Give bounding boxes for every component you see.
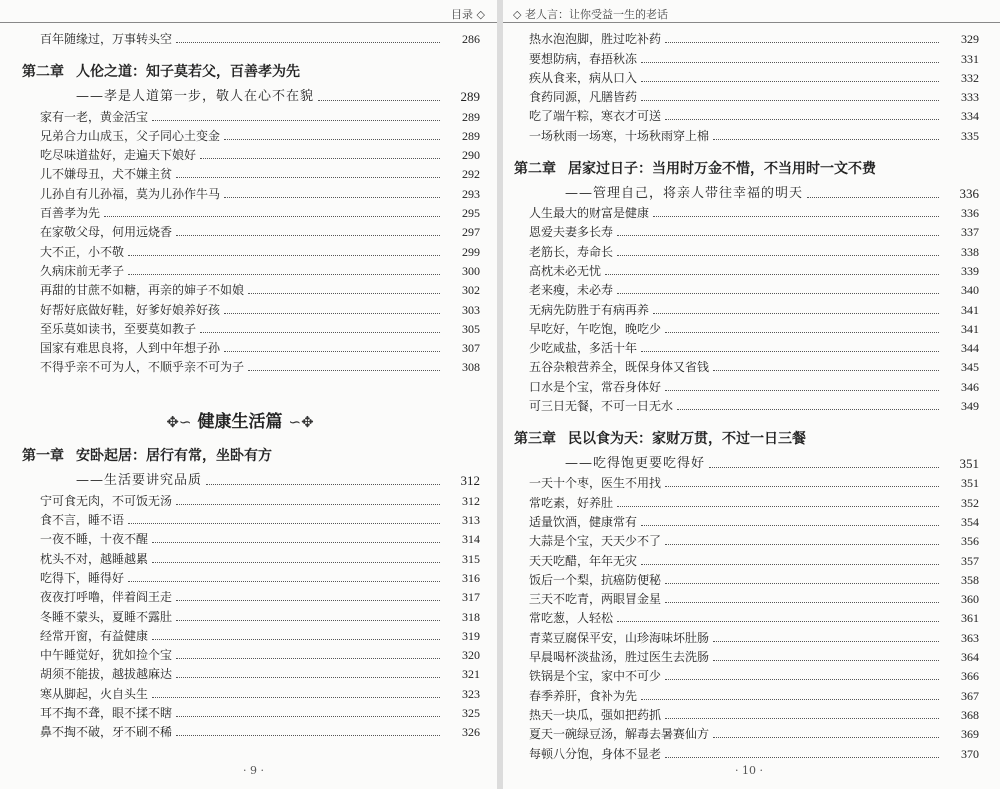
dot-leader bbox=[224, 313, 440, 314]
entry-title: 宁可食无肉，不可饭无汤 bbox=[40, 493, 173, 508]
toc-entry[interactable] bbox=[529, 318, 979, 337]
entry-page-number: 318 bbox=[462, 609, 480, 624]
toc-entry[interactable] bbox=[529, 28, 979, 47]
dot-leader bbox=[318, 100, 440, 101]
entry-title: 儿不嫌母丑，犬不嫌主贫 bbox=[40, 167, 173, 182]
entry-page-number: 295 bbox=[462, 206, 480, 221]
entry-page-number: 333 bbox=[961, 90, 979, 105]
entry-page-number: 305 bbox=[462, 321, 480, 336]
left-page bbox=[0, 0, 497, 789]
toc-list bbox=[40, 467, 480, 740]
entry-title: 早晨喝杯淡盐汤，胜过医生去洗肠 bbox=[529, 650, 710, 665]
dot-leader bbox=[128, 255, 440, 256]
toc-entry[interactable] bbox=[529, 607, 979, 626]
entry-page-number: 316 bbox=[462, 570, 480, 585]
entry-title: 饭后一个梨，抗癌防便秘 bbox=[529, 572, 662, 587]
entry-page-number: 363 bbox=[961, 630, 979, 645]
toc-entry[interactable] bbox=[40, 356, 480, 375]
toc-entry[interactable] bbox=[40, 663, 480, 682]
dot-leader bbox=[641, 100, 939, 101]
toc-entry[interactable] bbox=[529, 375, 979, 394]
dot-leader bbox=[665, 757, 939, 758]
entry-page-number: 329 bbox=[961, 32, 979, 47]
toc-list bbox=[40, 28, 480, 47]
dot-leader bbox=[128, 523, 440, 524]
entry-page-number: 335 bbox=[961, 128, 979, 143]
entry-page-number: 332 bbox=[961, 70, 979, 85]
dot-leader bbox=[152, 542, 440, 543]
dot-leader bbox=[677, 409, 939, 410]
toc-subtitle[interactable] bbox=[76, 467, 480, 489]
entry-title: ——管理自己，将亲人带往幸福的明天 bbox=[565, 185, 804, 201]
entry-page-number: 289 bbox=[462, 109, 480, 124]
entry-page-number: 293 bbox=[462, 186, 480, 201]
dot-leader bbox=[713, 370, 939, 371]
dot-leader bbox=[617, 255, 939, 256]
toc-entry[interactable] bbox=[529, 491, 979, 510]
entry-page-number: 289 bbox=[460, 89, 480, 105]
entry-title: 夜夜打呼噜，伴着阎王走 bbox=[40, 590, 173, 605]
entry-title: 少吃咸盐，多活十年 bbox=[529, 341, 638, 356]
entry-title: 早吃好，午吃饱，晚吃少 bbox=[529, 321, 662, 336]
toc-entry[interactable] bbox=[529, 646, 979, 665]
toc-entry[interactable] bbox=[529, 337, 979, 356]
entry-title: 食不言，睡不语 bbox=[40, 513, 125, 528]
entry-page-number: 326 bbox=[462, 725, 480, 740]
entry-title: 好帮好底做好鞋，好爹好娘养好孩 bbox=[40, 302, 221, 317]
entry-title: 每顿八分饱，身体不显老 bbox=[529, 746, 662, 761]
entry-title: 无病先防胜于有病再养 bbox=[529, 302, 650, 317]
dot-leader bbox=[665, 679, 939, 680]
toc-list bbox=[529, 450, 979, 761]
entry-title: 再甜的甘蔗不如糖，再亲的婶子不如娘 bbox=[40, 283, 245, 298]
entry-page-number: 344 bbox=[961, 341, 979, 356]
entry-page-number: 302 bbox=[462, 283, 480, 298]
entry-title: 铁锅是个宝，家中不可少 bbox=[529, 669, 662, 684]
toc-entry[interactable] bbox=[529, 704, 979, 723]
toc-entry[interactable] bbox=[40, 586, 480, 605]
dot-leader bbox=[641, 62, 939, 63]
dot-leader bbox=[713, 737, 939, 738]
section-title-text: 健康生活篇 bbox=[197, 412, 283, 433]
dot-leader bbox=[665, 390, 939, 391]
entry-page-number: 319 bbox=[462, 628, 480, 643]
entry-title: 一夜不睡，十夜不醒 bbox=[40, 532, 149, 547]
entry-title: 吃得下，睡得好 bbox=[40, 570, 125, 585]
toc-entry[interactable] bbox=[529, 588, 979, 607]
dot-leader bbox=[176, 504, 440, 505]
entry-title: 三天不吃青，两眼冒金星 bbox=[529, 592, 662, 607]
toc-entry[interactable] bbox=[529, 472, 979, 491]
toc-entry[interactable] bbox=[40, 682, 480, 701]
entry-title: 百善孝为先 bbox=[40, 206, 101, 221]
dot-leader bbox=[665, 602, 939, 603]
dot-leader bbox=[176, 620, 440, 621]
toc-entry[interactable] bbox=[529, 240, 979, 259]
dot-leader bbox=[152, 120, 440, 121]
dot-leader bbox=[713, 641, 939, 642]
entry-title: ——孝是人道第一步，敬人在心不在貌 bbox=[76, 89, 315, 105]
entry-title: 家有一老，黄金活宝 bbox=[40, 109, 149, 124]
dot-leader bbox=[224, 197, 440, 198]
entry-title: 胡须不能拔，越拔越麻达 bbox=[40, 667, 173, 682]
entry-title: 食药同源，凡膳皆药 bbox=[529, 90, 638, 105]
entry-page-number: 300 bbox=[462, 263, 480, 278]
toc-entry[interactable] bbox=[40, 702, 480, 721]
toc-entry[interactable] bbox=[40, 489, 480, 508]
toc-content bbox=[22, 28, 480, 740]
entry-title: 在家敬父母，何用远烧香 bbox=[40, 225, 173, 240]
dot-leader bbox=[152, 562, 440, 563]
toc-entry[interactable] bbox=[529, 569, 979, 588]
toc-entry[interactable] bbox=[529, 723, 979, 742]
dot-leader bbox=[641, 699, 939, 700]
entry-title: 常吃素，好养肚 bbox=[529, 495, 614, 510]
entry-title: 青菜豆腐保平安，山珍海味坏肚肠 bbox=[529, 630, 710, 645]
dot-leader bbox=[152, 697, 440, 698]
entry-title: 吃尽味道盐好，走遍天下娘好 bbox=[40, 148, 197, 163]
entry-page-number: 312 bbox=[460, 473, 480, 489]
dot-leader bbox=[713, 660, 939, 661]
dot-leader bbox=[176, 735, 440, 736]
dot-leader bbox=[641, 525, 939, 526]
chapter-heading bbox=[514, 428, 979, 450]
entry-title: 热水泡泡脚，胜过吃补药 bbox=[529, 32, 662, 47]
toc-content bbox=[514, 28, 979, 762]
chapter-number: 第三章 bbox=[514, 431, 556, 448]
entry-title: 夏天一碗绿豆汤，解毒去暑赛仙方 bbox=[529, 727, 710, 742]
entry-page-number: 339 bbox=[961, 263, 979, 278]
entry-page-number: 368 bbox=[961, 707, 979, 722]
entry-page-number: 357 bbox=[961, 553, 979, 568]
dot-leader bbox=[605, 274, 939, 275]
toc-entry[interactable] bbox=[529, 626, 979, 645]
entry-page-number: 325 bbox=[462, 706, 480, 721]
entry-page-number: 334 bbox=[961, 109, 979, 124]
dot-leader bbox=[709, 467, 939, 468]
toc-list bbox=[40, 83, 480, 375]
entry-page-number: 312 bbox=[462, 493, 480, 508]
entry-title: 大不正，小不敬 bbox=[40, 244, 125, 259]
entry-title: 疾从食来，病从口入 bbox=[529, 70, 638, 85]
entry-page-number: 370 bbox=[961, 746, 979, 761]
dot-leader bbox=[176, 716, 440, 717]
toc-entry[interactable] bbox=[529, 298, 979, 317]
entry-page-number: 364 bbox=[961, 650, 979, 665]
entry-title: 可三日无餐，不可一日无水 bbox=[529, 399, 674, 414]
entry-title: 中午睡觉好，犹如捡个宝 bbox=[40, 648, 173, 663]
entry-title: 热天一块瓜，强如把药抓 bbox=[529, 707, 662, 722]
entry-title: 春季养肝，食补为先 bbox=[529, 688, 638, 703]
toc-entry[interactable] bbox=[529, 395, 979, 414]
toc-entry[interactable] bbox=[529, 67, 979, 86]
entry-page-number: 340 bbox=[961, 283, 979, 298]
entry-page-number: 346 bbox=[961, 379, 979, 394]
dot-leader bbox=[152, 639, 440, 640]
entry-page-number: 360 bbox=[961, 592, 979, 607]
dot-leader bbox=[807, 197, 939, 198]
entry-page-number: 358 bbox=[961, 572, 979, 587]
entry-page-number: 313 bbox=[462, 513, 480, 528]
entry-page-number: 297 bbox=[462, 225, 480, 240]
dot-leader bbox=[665, 486, 939, 487]
dot-leader bbox=[665, 119, 939, 120]
dot-leader bbox=[176, 677, 440, 678]
dot-leader bbox=[176, 42, 440, 43]
entry-page-number: 299 bbox=[462, 244, 480, 259]
entry-page-number: 308 bbox=[462, 360, 480, 375]
chapter-heading bbox=[514, 158, 979, 180]
chapter-title: 居家过日子：当用时万金不惜，不当用时一文不费 bbox=[568, 160, 876, 177]
toc-entry[interactable] bbox=[40, 318, 480, 337]
entry-title: 老筋长，寿命长 bbox=[529, 244, 614, 259]
toc-entry[interactable] bbox=[529, 221, 979, 240]
entry-page-number: 315 bbox=[462, 551, 480, 566]
chapter-number: 第一章 bbox=[22, 448, 64, 465]
dot-leader bbox=[665, 42, 939, 43]
entry-page-number: 336 bbox=[961, 206, 979, 221]
entry-title: 不得乎亲不可为人，不顺乎亲不可为子 bbox=[40, 360, 245, 375]
toc-entry[interactable] bbox=[40, 298, 480, 317]
entry-title: 口水是个宝，常吞身体好 bbox=[529, 379, 662, 394]
entry-title: 五谷杂粮营养全，既保身体又省钱 bbox=[529, 360, 710, 375]
toc-entry[interactable] bbox=[40, 28, 480, 47]
chapter-number: 第二章 bbox=[22, 64, 64, 81]
toc-entry[interactable] bbox=[40, 125, 480, 144]
toc-entry[interactable] bbox=[529, 124, 979, 143]
dot-leader bbox=[176, 658, 440, 659]
toc-entry[interactable] bbox=[529, 356, 979, 375]
chapter-title: 人伦之道：知子莫若父，百善孝为先 bbox=[76, 64, 300, 81]
entry-title: 一场秋雨一场寒，十场秋雨穿上棉 bbox=[529, 128, 710, 143]
right-page bbox=[503, 0, 1000, 789]
dot-leader bbox=[617, 506, 939, 507]
entry-title: 老来瘦，未必寿 bbox=[529, 283, 614, 298]
entry-title: 经常开窗，有益健康 bbox=[40, 628, 149, 643]
toc-entry[interactable] bbox=[529, 742, 979, 761]
dot-leader bbox=[176, 235, 440, 236]
dot-leader bbox=[200, 332, 440, 333]
entry-title: 耳不掏不聋，眼不揉不瞎 bbox=[40, 706, 173, 721]
entry-title: 常吃葱，人轻松 bbox=[529, 611, 614, 626]
dot-leader bbox=[128, 581, 440, 582]
toc-entry[interactable] bbox=[40, 528, 480, 547]
running-head: ◇ 老人言：让你受益一生的老话 bbox=[513, 8, 668, 21]
toc-entry[interactable] bbox=[40, 240, 480, 259]
entry-title: 久病床前无孝子 bbox=[40, 263, 125, 278]
running-head: 目录 ◇ bbox=[451, 8, 485, 21]
dot-leader bbox=[713, 139, 939, 140]
entry-page-number: 289 bbox=[462, 128, 480, 143]
entry-title: 适量饮酒，健康常有 bbox=[529, 514, 638, 529]
dot-leader bbox=[224, 351, 440, 352]
toc-entry[interactable] bbox=[529, 549, 979, 568]
entry-title: 高枕未必无忧 bbox=[529, 263, 602, 278]
entry-page-number: 366 bbox=[961, 669, 979, 684]
toc-entry[interactable] bbox=[40, 163, 480, 182]
entry-page-number: 303 bbox=[462, 302, 480, 317]
entry-title: 兄弟合力山成玉，父子同心土变金 bbox=[40, 128, 221, 143]
dot-leader bbox=[653, 313, 939, 314]
dot-leader bbox=[641, 81, 939, 82]
entry-title: 国家有难思良将，人到中年想子孙 bbox=[40, 341, 221, 356]
entry-page-number: 349 bbox=[961, 399, 979, 414]
entry-page-number: 323 bbox=[462, 686, 480, 701]
toc-entry[interactable] bbox=[529, 260, 979, 279]
toc-entry[interactable] bbox=[40, 605, 480, 624]
dot-leader bbox=[224, 139, 440, 140]
entry-page-number: 317 bbox=[462, 590, 480, 605]
entry-title: ——吃得饱更要吃得好 bbox=[565, 456, 706, 472]
dot-leader bbox=[248, 370, 440, 371]
entry-title: 冬睡不蒙头，夏睡不露肚 bbox=[40, 609, 173, 624]
toc-entry[interactable] bbox=[529, 105, 979, 124]
chapter-number: 第二章 bbox=[514, 160, 556, 177]
entry-title: 寒从脚起，火自头生 bbox=[40, 686, 149, 701]
toc-entry[interactable] bbox=[529, 47, 979, 66]
entry-page-number: 331 bbox=[961, 51, 979, 66]
toc-subtitle[interactable] bbox=[76, 83, 480, 105]
entry-page-number: 369 bbox=[961, 727, 979, 742]
dot-leader bbox=[665, 583, 939, 584]
dot-leader bbox=[653, 216, 939, 217]
entry-page-number: 361 bbox=[961, 611, 979, 626]
toc-entry[interactable] bbox=[40, 221, 480, 240]
chapter-heading bbox=[22, 61, 480, 83]
entry-title: ——生活要讲究品质 bbox=[76, 473, 203, 489]
ornament-right-icon: ∽✥ bbox=[288, 413, 314, 432]
dot-leader bbox=[665, 718, 939, 719]
dot-leader bbox=[617, 235, 939, 236]
dot-leader bbox=[128, 274, 440, 275]
entry-page-number: 290 bbox=[462, 148, 480, 163]
toc-entry[interactable] bbox=[40, 182, 480, 201]
toc-entry[interactable] bbox=[40, 644, 480, 663]
entry-page-number: 341 bbox=[961, 321, 979, 336]
toc-entry[interactable] bbox=[529, 86, 979, 105]
entry-title: 人生最大的财富是健康 bbox=[529, 206, 650, 221]
dot-leader bbox=[665, 544, 939, 545]
entry-page-number: 307 bbox=[462, 341, 480, 356]
entry-page-number: 336 bbox=[959, 185, 979, 201]
entry-title: 枕头不对，越睡越累 bbox=[40, 551, 149, 566]
entry-page-number: 314 bbox=[462, 532, 480, 547]
chapter-title: 安卧起居：居行有常，坐卧有方 bbox=[76, 448, 272, 465]
entry-page-number: 286 bbox=[462, 32, 480, 47]
entry-title: 要想防病，春捂秋冻 bbox=[529, 51, 638, 66]
entry-page-number: 351 bbox=[961, 476, 979, 491]
entry-page-number: 321 bbox=[462, 667, 480, 682]
entry-page-number: 338 bbox=[961, 244, 979, 259]
entry-title: 百年随缘过，万事转头空 bbox=[40, 32, 173, 47]
dot-leader bbox=[176, 177, 440, 178]
toc-list bbox=[529, 180, 979, 414]
ornament-left-icon: ✥∽ bbox=[166, 413, 192, 432]
toc-list bbox=[529, 28, 979, 144]
toc-entry[interactable] bbox=[40, 547, 480, 566]
toc-entry[interactable] bbox=[40, 260, 480, 279]
toc-entry[interactable] bbox=[40, 279, 480, 298]
toc-entry[interactable] bbox=[40, 567, 480, 586]
entry-page-number: 345 bbox=[961, 360, 979, 375]
toc-entry[interactable] bbox=[40, 105, 480, 124]
toc-entry[interactable] bbox=[40, 625, 480, 644]
dot-leader bbox=[641, 564, 939, 565]
entry-title: 一天十个枣，医生不用找 bbox=[529, 476, 662, 491]
toc-subtitle[interactable] bbox=[565, 450, 979, 472]
entry-page-number: 367 bbox=[961, 688, 979, 703]
toc-subtitle[interactable] bbox=[565, 180, 979, 202]
entry-page-number: 351 bbox=[959, 456, 979, 472]
entry-title: 天天吃醋，年年无灾 bbox=[529, 553, 638, 568]
dot-leader bbox=[665, 332, 939, 333]
entry-page-number: 356 bbox=[961, 534, 979, 549]
entry-title: 吃了端午粽，寒衣才可送 bbox=[529, 109, 662, 124]
toc-entry[interactable] bbox=[529, 665, 979, 684]
toc-entry[interactable] bbox=[40, 337, 480, 356]
dot-leader bbox=[617, 621, 939, 622]
toc-entry[interactable] bbox=[40, 144, 480, 163]
toc-entry[interactable] bbox=[40, 202, 480, 221]
page-number: · 9 · bbox=[243, 764, 264, 777]
section-title bbox=[0, 409, 480, 435]
entry-page-number: 341 bbox=[961, 302, 979, 317]
entry-page-number: 337 bbox=[961, 225, 979, 240]
toc-entry[interactable] bbox=[529, 511, 979, 530]
toc-entry[interactable] bbox=[529, 684, 979, 703]
entry-page-number: 352 bbox=[961, 495, 979, 510]
toc-entry[interactable] bbox=[529, 279, 979, 298]
dot-leader bbox=[641, 351, 939, 352]
chapter-title: 民以食为天：家财万贯，不过一日三餐 bbox=[568, 431, 806, 448]
header-rule bbox=[503, 22, 1000, 23]
dot-leader bbox=[206, 484, 440, 485]
entry-title: 儿孙自有儿孙福，莫为儿孙作牛马 bbox=[40, 186, 221, 201]
toc-entry[interactable] bbox=[529, 202, 979, 221]
entry-page-number: 354 bbox=[961, 514, 979, 529]
chapter-heading bbox=[22, 445, 480, 467]
toc-entry[interactable] bbox=[40, 721, 480, 740]
header-rule bbox=[0, 22, 497, 23]
dot-leader bbox=[200, 158, 440, 159]
dot-leader bbox=[104, 216, 440, 217]
entry-title: 恩爱夫妻多长寿 bbox=[529, 225, 614, 240]
page-number: · 10 · bbox=[735, 764, 763, 777]
dot-leader bbox=[617, 293, 939, 294]
dot-leader bbox=[176, 600, 440, 601]
entry-title: 至乐莫如读书，至要莫如教子 bbox=[40, 321, 197, 336]
toc-entry[interactable] bbox=[529, 530, 979, 549]
dot-leader bbox=[248, 293, 440, 294]
entry-title: 鼻不掏不破，牙不刷不稀 bbox=[40, 725, 173, 740]
entry-page-number: 320 bbox=[462, 648, 480, 663]
entry-title: 大蒜是个宝，天天少不了 bbox=[529, 534, 662, 549]
toc-entry[interactable] bbox=[40, 509, 480, 528]
entry-page-number: 292 bbox=[462, 167, 480, 182]
